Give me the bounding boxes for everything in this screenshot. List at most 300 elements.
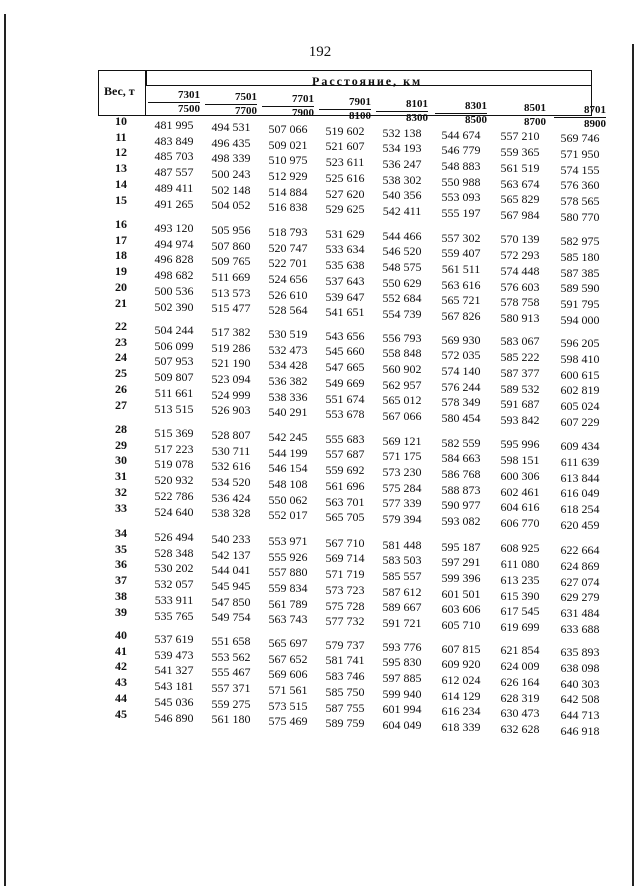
row-weight: 17 [115,232,127,247]
table-cell: 524 640 [154,504,194,519]
table-cell: 532 473 [268,342,308,357]
column-header-to: 8500 [465,114,487,126]
table-cell: 628 319 [500,690,540,705]
column-header-7 [494,102,546,129]
table-cell: 563 674 [500,176,540,191]
row-weight: 19 [115,264,127,279]
table-cell: 502 148 [211,182,251,197]
table-cell: 544 041 [211,563,251,578]
table-cell: 589 590 [560,281,600,296]
table-cell: 507 860 [211,238,251,253]
table-cell: 520 932 [154,473,194,488]
table-cell: 522 701 [268,256,308,271]
table-cell: 587 385 [560,265,600,280]
table-cell: 587 755 [325,700,365,715]
table-cell: 494 974 [154,236,194,251]
table-cell: 620 459 [560,517,600,532]
table-cell: 614 129 [441,688,481,703]
table-cell: 532 616 [211,459,251,474]
table-cell: 622 664 [560,543,600,558]
column-header-1 [148,89,200,116]
column-header-from: 7701 [262,93,314,107]
table-cell: 557 880 [268,565,308,580]
table-cell: 505 956 [211,222,251,237]
table-cell: 630 473 [500,706,540,721]
table-cell: 548 108 [268,476,308,491]
table-cell: 519 286 [211,340,251,355]
table-cell: 559 275 [211,696,251,711]
table-cell: 573 230 [382,465,422,479]
table-cell: 583 503 [382,553,422,568]
table-cell: 519 078 [154,457,194,472]
table-cell: 573 723 [325,582,365,597]
table-cell: 567 652 [268,651,308,666]
row-weight: 37 [115,573,127,588]
table-cell: 553 971 [268,533,308,548]
table-cell: 552 684 [382,291,422,306]
table-cell: 513 515 [154,401,194,416]
table-cell: 556 793 [382,330,422,345]
table-cell: 547 665 [325,360,365,375]
table-cell: 543 656 [325,328,365,343]
row-weight: 32 [115,484,127,499]
table-cell: 561 519 [500,160,540,175]
table-cell: 605 710 [441,618,481,632]
table-cell: 599 396 [441,570,481,585]
column-header-from: 7901 [319,96,371,110]
column-header-to: 8100 [349,110,371,122]
table-cell: 609 920 [441,657,481,672]
table-cell: 577 732 [325,614,365,629]
table-cell: 544 466 [382,228,422,243]
table-cell: 589 667 [382,600,422,615]
table-cell: 563 701 [325,494,365,509]
table-cell: 588 873 [441,482,481,497]
table-cell: 633 688 [560,621,600,636]
table-cell: 601 994 [382,702,422,717]
table-cell: 575 284 [382,480,422,495]
table-cell: 632 628 [500,721,540,736]
table-cell: 522 786 [154,488,194,503]
table-cell: 615 390 [500,588,540,603]
table-cell: 602 461 [500,484,540,499]
table-cell: 553 678 [325,407,365,422]
table-cell: 608 925 [500,541,540,556]
table-cell: 538 302 [382,172,422,187]
table-cell: 498 682 [154,268,194,283]
table-cell: 528 807 [211,427,251,442]
row-weight: 16 [115,217,127,231]
table-cell: 569 714 [325,551,365,566]
table-cell: 554 739 [382,307,422,322]
table-cell: 595 996 [500,437,540,452]
table-cell: 516 838 [268,200,308,215]
row-weight: 21 [115,295,127,310]
table-cell: 585 557 [382,569,422,583]
table-cell: 571 561 [268,682,308,697]
table-cell: 569 606 [268,667,308,682]
row-weight: 31 [115,469,127,484]
table-cell: 582 975 [560,234,600,249]
column-header-to: 7500 [178,103,200,115]
table-cell: 624 869 [560,559,600,573]
table-cell: 565 012 [382,393,422,408]
table-cell: 574 155 [560,162,600,177]
table-cell: 574 140 [441,363,481,378]
column-header-to: 7700 [235,105,257,117]
table-cell: 514 884 [268,184,308,199]
table-cell: 587 612 [382,584,422,599]
table-cell: 545 036 [154,694,194,709]
table-cell: 528 348 [154,545,194,560]
table-cell: 538 336 [268,389,308,404]
table-cell: 569 930 [441,332,481,347]
table-cell: 551 658 [211,633,251,648]
table-cell: 509 021 [268,137,308,152]
row-weight: 43 [115,675,127,690]
table-cell: 512 929 [268,168,308,183]
column-header-from: 8501 [494,102,546,116]
table-cell: 567 984 [500,207,540,222]
table-cell: 550 062 [268,492,308,507]
table-cell: 541 651 [325,305,365,320]
row-weight: 20 [115,279,127,294]
table-cell: 539 473 [154,647,194,662]
table-cell: 567 826 [441,309,481,323]
table-cell: 567 710 [325,535,365,550]
table-cell: 535 765 [154,608,194,623]
table-cell: 581 448 [382,537,422,552]
table-cell: 558 848 [382,346,422,361]
table-cell: 612 024 [441,672,481,687]
table-cell: 507 066 [268,121,308,136]
table-cell: 523 611 [325,155,365,170]
table-cell: 596 205 [560,336,600,351]
column-header-from: 8701 [554,104,606,118]
table-cell: 646 918 [560,723,600,738]
table-cell: 542 411 [382,204,422,219]
table-cell: 560 902 [382,362,422,376]
column-header-from: 7301 [148,89,200,103]
row-weight: 14 [115,176,127,191]
row-weight: 40 [115,628,127,642]
table-cell: 544 199 [268,445,308,460]
table-cell: 504 052 [211,198,251,213]
table-cell: 599 940 [382,686,422,701]
table-cell: 569 121 [382,433,422,448]
row-weight: 28 [115,422,127,436]
table-cell: 597 885 [382,671,422,685]
table-cell: 598 410 [560,352,600,366]
column-header-from: 7501 [205,91,257,105]
table-cell: 603 606 [441,602,481,617]
table-cell: 557 371 [211,681,251,695]
table-cell: 573 515 [268,698,308,713]
table-cell: 539 647 [325,289,365,304]
row-weight: 44 [115,690,127,705]
table-cell: 576 603 [500,279,540,294]
table-cell: 617 545 [500,604,540,619]
table-cell: 604 049 [382,718,422,733]
table-cell: 534 520 [211,475,251,489]
table-cell: 506 099 [154,338,194,353]
table-cell: 496 828 [154,252,194,267]
table-cell: 515 369 [154,426,194,440]
table-cell: 498 339 [211,151,251,166]
table-cell: 601 501 [441,586,481,601]
table-cell: 561 789 [268,596,308,611]
table-cell: 549 754 [211,610,251,625]
distance-header: Расстояние, км [312,74,423,88]
table-cell: 530 519 [268,326,308,341]
table-cell: 561 696 [325,478,365,493]
table-cell: 602 819 [560,383,600,398]
table-cell: 629 279 [560,590,600,605]
table-cell: 619 699 [500,619,540,634]
table-cell: 595 830 [382,655,422,670]
table-cell: 553 562 [211,649,251,664]
table-cell: 533 634 [325,242,365,257]
table-cell: 593 776 [382,639,422,654]
table-cell: 576 244 [441,379,481,394]
table-cell: 589 759 [325,716,365,731]
table-cell: 559 834 [268,580,308,595]
table-cell: 578 565 [560,194,600,209]
table-cell: 485 703 [154,149,194,164]
table-cell: 583 067 [500,334,540,349]
table-cell: 571 175 [382,449,422,464]
table-cell: 531 629 [325,226,365,241]
row-weight: 23 [115,334,127,349]
table-cell: 600 306 [500,468,540,483]
table-cell: 593 082 [441,514,481,528]
table-cell: 562 957 [382,377,422,392]
table-cell: 559 407 [441,246,481,261]
table-cell: 597 291 [441,555,481,570]
table-cell: 577 339 [382,496,422,511]
table-cell: 561 511 [441,261,481,276]
table-cell: 578 349 [441,395,481,410]
row-weight: 27 [115,397,127,412]
table-cell: 553 093 [441,190,481,205]
table-cell: 511 661 [154,385,194,400]
table-cell: 561 180 [211,712,251,727]
row-weight: 29 [115,437,127,452]
table-cell: 528 564 [268,303,308,318]
table-cell: 559 692 [325,463,365,478]
scan-border-left [4,14,6,886]
table-cell: 529 625 [325,202,365,217]
table-cell: 546 890 [154,710,194,725]
table-cell: 547 850 [211,594,251,609]
table-cell: 635 893 [560,645,600,660]
table-cell: 551 674 [325,391,365,406]
table-cell: 491 265 [154,196,194,211]
table-cell: 483 849 [154,133,194,148]
table-cell: 621 854 [500,643,540,658]
row-weight: 34 [115,526,127,540]
table-cell: 585 222 [500,350,540,365]
table-cell: 571 950 [560,147,600,161]
page-number: 192 [308,44,332,60]
row-weight: 13 [115,161,127,176]
table-cell: 542 245 [268,429,308,444]
table-cell: 546 779 [441,143,481,158]
table-cell: 545 660 [325,344,365,359]
table-cell: 535 638 [325,258,365,273]
table-cell: 580 454 [441,411,481,425]
table-cell: 540 356 [382,188,422,203]
column-header-5 [376,98,428,125]
table-cell: 544 674 [441,127,481,142]
table-cell: 493 120 [154,221,194,235]
table-cell: 611 080 [500,557,540,572]
table-cell: 563 616 [441,277,481,292]
table-cell: 546 520 [382,244,422,259]
table-cell: 640 303 [560,676,600,691]
table-cell: 609 434 [560,439,600,454]
table-cell: 510 975 [268,153,308,168]
table-cell: 563 743 [268,612,308,627]
table-cell: 524 999 [211,387,251,402]
table-cell: 526 903 [211,403,251,418]
column-header-to: 7900 [292,107,314,119]
table-cell: 581 741 [325,653,365,668]
table-cell: 511 669 [211,270,251,284]
table-cell: 555 197 [441,206,481,220]
column-header-8 [554,104,606,131]
row-weight: 45 [115,706,127,721]
table-cell: 579 394 [382,512,422,527]
table-cell: 644 713 [560,708,600,723]
table-cell: 536 382 [268,373,308,388]
table-cell: 555 467 [211,665,251,680]
table-cell: 548 575 [382,260,422,274]
table-cell: 549 669 [325,375,365,390]
table-cell: 524 656 [268,271,308,286]
table-cell: 533 911 [154,592,194,607]
table-cell: 526 610 [268,287,308,302]
row-weight: 24 [115,350,127,365]
table-cell: 494 531 [211,119,251,134]
table-cell: 517 223 [154,441,194,456]
table-cell: 626 164 [500,674,540,689]
column-header-3 [262,93,314,120]
table-cell: 572 293 [500,248,540,263]
column-header-from: 8101 [376,98,428,112]
table-cell: 590 977 [441,498,481,513]
row-weight: 15 [115,192,127,207]
row-weight: 30 [115,453,127,468]
column-header-to: 8900 [584,118,606,130]
table-cell: 611 639 [560,455,600,469]
table-cell: 521 607 [325,139,365,154]
table-cell: 523 094 [211,372,251,386]
row-weight: 11 [115,129,127,144]
table-cell: 575 469 [268,714,308,729]
table-cell: 591 721 [382,616,422,631]
scan-border-right [632,44,634,886]
table-cell: 618 254 [560,502,600,517]
table-cell: 534 193 [382,141,422,156]
table-cell: 574 448 [500,263,540,278]
table-cell: 542 137 [211,547,251,562]
table-cell: 557 687 [325,447,365,462]
table-cell: 489 411 [154,180,194,195]
table-cell: 587 377 [500,365,540,380]
table-cell: 583 746 [325,669,365,684]
row-weight: 35 [115,541,127,556]
table-cell: 593 842 [500,412,540,427]
table-cell: 594 000 [560,312,600,327]
table-cell: 487 557 [154,165,194,180]
table-cell: 550 988 [441,174,481,189]
row-weight: 10 [115,114,127,128]
table-cell: 607 229 [560,414,600,429]
table-cell: 605 024 [560,399,600,414]
table-cell: 598 151 [500,453,540,468]
table-cell: 571 719 [325,567,365,582]
table-cell: 546 154 [268,461,308,476]
table-cell: 532 057 [154,577,194,592]
table-cell: 513 573 [211,285,251,300]
table-cell: 565 697 [268,635,308,650]
table-cell: 595 187 [441,539,481,554]
table-cell: 540 291 [268,405,308,420]
table-cell: 569 746 [560,131,600,146]
table-cell: 530 202 [154,561,194,576]
weight-header: Вес, т [104,84,135,98]
table-cell: 481 995 [154,118,194,132]
table-cell: 580 913 [500,310,540,325]
table-cell: 555 683 [325,431,365,446]
row-weight: 39 [115,604,127,619]
table-cell: 624 009 [500,659,540,674]
table-cell: 618 339 [441,720,481,734]
table-cell: 642 508 [560,692,600,707]
table-cell: 536 424 [211,490,251,505]
table-cell: 580 770 [560,209,600,224]
row-weight: 33 [115,500,127,515]
row-weight: 42 [115,659,127,674]
table-cell: 575 728 [325,598,365,613]
table-cell: 578 758 [500,295,540,310]
table-cell: 504 244 [154,323,194,337]
table-cell: 518 793 [268,224,308,239]
column-header-4 [319,96,371,123]
table-cell: 507 953 [154,354,194,369]
table-cell: 496 435 [211,135,251,150]
row-weight: 12 [115,145,127,160]
table-cell: 585 180 [560,250,600,264]
table-cell: 567 066 [382,409,422,424]
row-weight: 25 [115,366,127,381]
table-cell: 607 815 [441,641,481,656]
column-header-from: 8301 [435,100,487,114]
table-cell: 604 616 [500,500,540,515]
table-cell: 557 302 [441,230,481,245]
table-cell: 500 536 [154,283,194,298]
table-cell: 631 484 [560,606,600,621]
table-cell: 543 181 [154,679,194,694]
table-cell: 509 807 [154,370,194,385]
table-cell: 616 234 [441,704,481,719]
table-cell: 526 494 [154,530,194,544]
table-cell: 559 365 [500,145,540,160]
table-cell: 565 829 [500,192,540,207]
table-cell: 548 883 [441,158,481,173]
table-cell: 627 074 [560,574,600,589]
